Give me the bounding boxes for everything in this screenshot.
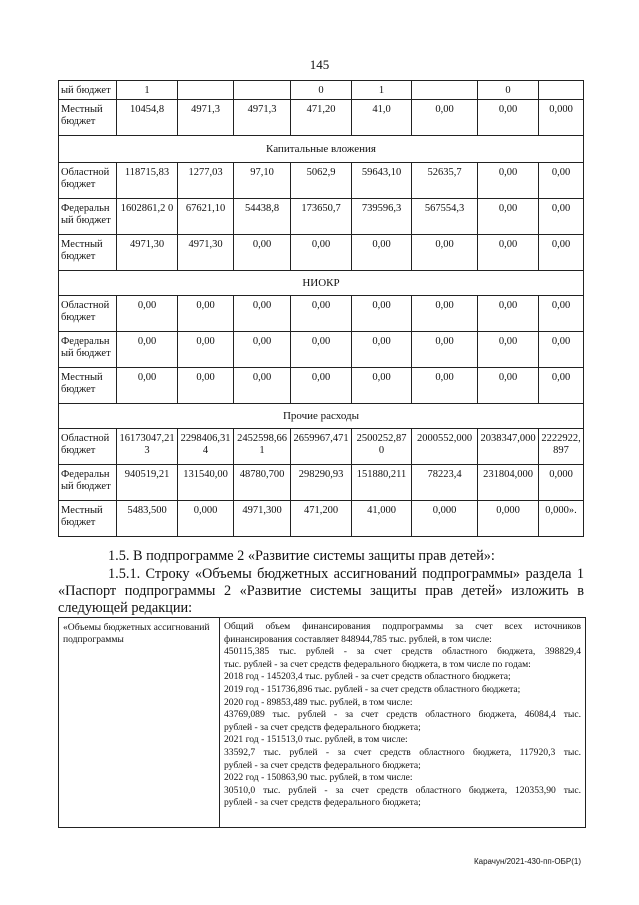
table-cell: 0 — [478, 81, 539, 100]
subprogram-funding-table — [58, 617, 586, 828]
table-cell: 0,00 — [539, 163, 584, 199]
table-cell: 0,00 — [117, 368, 178, 404]
table-cell: 0,00 — [478, 296, 539, 332]
table-cell: 5062,9 — [291, 163, 352, 199]
table-cell: 41,0 — [352, 100, 412, 136]
table-cell: 0,000 — [178, 501, 234, 537]
row-label: Областной бюджет — [59, 429, 117, 465]
funding-label-cell — [59, 618, 220, 827]
funding-text-line: 2018 год - 145203,4 тыс. рублей - за счет средств областного бюджета; — [224, 671, 511, 683]
table-row — [59, 332, 584, 368]
table-cell: 0 — [291, 81, 352, 100]
table-cell: 0,00 — [178, 296, 234, 332]
table-row — [59, 199, 584, 235]
table-row — [59, 429, 584, 465]
table-row — [59, 368, 584, 404]
row-label: Местный бюджет — [59, 501, 117, 537]
funding-text-line: рублей - за счет средств федерального бюджета; — [224, 797, 421, 809]
table-row — [59, 100, 584, 136]
paragraph-1-5: 1.5. В подпрограмме 2 «Развитие системы защиты прав детей»: — [108, 548, 495, 564]
table-cell: 0,00 — [539, 199, 584, 235]
table-cell: 0,00 — [352, 332, 412, 368]
table-cell: 4971,30 — [178, 235, 234, 271]
table-cell: 0,000 — [539, 465, 584, 501]
table-cell: 2659967,471 — [291, 429, 352, 465]
table-cell: 67621,10 — [178, 199, 234, 235]
section-header-row — [59, 404, 584, 429]
table-row — [59, 465, 584, 501]
table-cell: 739596,3 — [352, 199, 412, 235]
table-cell: 97,10 — [234, 163, 291, 199]
document-footer: Карачун/2021-430-пп-ОБР(1) — [473, 857, 581, 866]
table-cell: 0,00 — [234, 332, 291, 368]
table-cell: 0,00 — [478, 332, 539, 368]
table-cell — [234, 81, 291, 100]
table-cell: 0,00 — [539, 235, 584, 271]
table-cell — [178, 81, 234, 100]
funding-label: «Объемы бюджетных ассигнований подпрограммы — [63, 622, 210, 645]
table-cell: 151880,211 — [352, 465, 412, 501]
table-cell: 173650,7 — [291, 199, 352, 235]
table-cell: 0,00 — [291, 332, 352, 368]
table-cell: 10454,8 — [117, 100, 178, 136]
row-label: Местный бюджет — [59, 100, 117, 136]
table-cell: 4971,30 — [117, 235, 178, 271]
table-cell: 0,00 — [291, 368, 352, 404]
table-cell: 4971,3 — [178, 100, 234, 136]
funding-text-line: рублей - за счет средств федерального бюджета; — [224, 759, 421, 771]
funding-text-line: рублей - за счет средств федерального бюджета; — [224, 721, 421, 733]
table-row — [59, 501, 584, 537]
table-cell: 0,00 — [234, 235, 291, 271]
row-label: Местный бюджет — [59, 235, 117, 271]
table-row — [59, 163, 584, 199]
row-label: Федеральн ый бюджет — [59, 199, 117, 235]
table-cell: 0,00 — [291, 296, 352, 332]
table-cell: 1 — [352, 81, 412, 100]
table-cell: 231804,000 — [478, 465, 539, 501]
table-cell: 2000552,000 — [412, 429, 478, 465]
table-cell: 0,000 — [412, 501, 478, 537]
funding-text-line: 43769,089 тыс. рублей - за счет средств областного бюджета, 46084,4 тыс. — [224, 709, 581, 721]
budget-table — [58, 80, 584, 537]
table-cell: 0,00 — [478, 235, 539, 271]
funding-text-line: 33592,7 тыс. рублей - за счет средств областного бюджета, 117920,3 тыс. — [224, 746, 581, 758]
table-cell: 0,00 — [352, 368, 412, 404]
table-cell: 471,200 — [291, 501, 352, 537]
table-cell: 0,00 — [234, 296, 291, 332]
table-cell: 0,00 — [412, 235, 478, 271]
funding-text-cell — [220, 618, 585, 810]
funding-text-line: 2022 год - 150863,90 тыс. рублей, в том числе: — [224, 772, 413, 784]
table-cell: 59643,10 — [352, 163, 412, 199]
table-cell: 2038347,000 — [478, 429, 539, 465]
table-cell: 1277,03 — [178, 163, 234, 199]
table-cell: 78223,4 — [412, 465, 478, 501]
table-cell: 0,000 — [539, 100, 584, 136]
row-label: Федеральн ый бюджет — [59, 332, 117, 368]
table-cell: 48780,700 — [234, 465, 291, 501]
table-cell: 0,00 — [478, 199, 539, 235]
table-cell: 16173047,213 — [117, 429, 178, 465]
table-cell: 940519,21 — [117, 465, 178, 501]
table-cell: 0,00 — [234, 368, 291, 404]
table-cell: 0,00 — [117, 332, 178, 368]
table-cell: 2452598,661 — [234, 429, 291, 465]
table-row — [59, 235, 584, 271]
table-cell: 0,00 — [478, 368, 539, 404]
page-number: 145 — [309, 57, 330, 72]
table-cell: 0,00 — [412, 368, 478, 404]
section-header-row — [59, 271, 584, 296]
table-cell: 0,00 — [478, 163, 539, 199]
table-row — [59, 296, 584, 332]
table-cell: 0,00 — [117, 296, 178, 332]
row-label: Федеральн ый бюджет — [59, 465, 117, 501]
paragraph-1-5-1-line-2: «Паспорт подпрограммы 2 «Развитие системы защиты прав детей» изложить в — [58, 583, 584, 599]
table-cell: 5483,500 — [117, 501, 178, 537]
table-row — [59, 81, 584, 100]
section-title: НИОКР — [59, 271, 584, 296]
table-cell: 1 — [117, 81, 178, 100]
table-cell: 0,00 — [291, 235, 352, 271]
table-cell: 298290,93 — [291, 465, 352, 501]
funding-text-line: финансирования составляет 848944,785 тыс. рублей, в том числе: — [224, 633, 492, 645]
table-cell: 2500252,870 — [352, 429, 412, 465]
table-cell: 2222922,897 — [539, 429, 584, 465]
table-cell: 0,00 — [412, 296, 478, 332]
row-label: Местный бюджет — [59, 368, 117, 404]
table-cell: 0,00 — [412, 100, 478, 136]
row-label: ый бюджет — [59, 81, 117, 100]
paragraph-1-5-1-line-3: следующей редакции: — [58, 600, 193, 616]
table-cell: 0,00 — [412, 332, 478, 368]
table-cell: 1602861,2 0 — [117, 199, 178, 235]
table-cell: 4971,300 — [234, 501, 291, 537]
table-cell: 471,20 — [291, 100, 352, 136]
table-cell: 0,000 — [478, 501, 539, 537]
table-cell: 2298406,314 — [178, 429, 234, 465]
table-cell: 567554,3 — [412, 199, 478, 235]
table-cell: 4971,3 — [234, 100, 291, 136]
table-cell: 0,00 — [352, 235, 412, 271]
table-cell: 0,00 — [352, 296, 412, 332]
table-cell — [539, 81, 584, 100]
funding-text-line: 2020 год - 89853,489 тыс. рублей, в том числе: — [224, 696, 413, 708]
funding-text-line: тыс. рублей - за счет средств федерального бюджета, в том числе по годам: — [224, 658, 531, 670]
table-cell: 0,00 — [539, 368, 584, 404]
table-cell: 0,00 — [539, 296, 584, 332]
row-label: Областной бюджет — [59, 163, 117, 199]
section-title: Прочие расходы — [59, 404, 584, 429]
funding-text-line: 30510,0 тыс. рублей - за счет средств областного бюджета, 120353,90 тыс. — [224, 784, 581, 796]
paragraph-1-5-1-line-1: 1.5.1. Строку «Объемы бюджетных ассигнований подпрограммы» раздела 1 — [108, 566, 584, 582]
table-cell: 0,00 — [478, 100, 539, 136]
table-cell: 118715,83 — [117, 163, 178, 199]
funding-text-line: 2019 год - 151736,896 тыс. рублей - за счет средств областного бюджета; — [224, 683, 521, 695]
table-cell: 0,000». — [539, 501, 584, 537]
funding-text-line: 450115,385 тыс. рублей - за счет средств областного бюджета, 398829,4 — [224, 646, 581, 658]
table-cell: 0,00 — [539, 332, 584, 368]
table-cell: 0,00 — [178, 368, 234, 404]
table-cell: 41,000 — [352, 501, 412, 537]
section-header-row — [59, 136, 584, 163]
table-cell — [412, 81, 478, 100]
table-cell: 131540,00 — [178, 465, 234, 501]
funding-text-line: 2021 год - 151513,0 тыс. рублей, в том числе: — [224, 734, 408, 746]
row-label: Областной бюджет — [59, 296, 117, 332]
table-cell: 52635,7 — [412, 163, 478, 199]
funding-text-line: Общий объем финансирования подпрограммы за счет всех источников — [224, 621, 581, 632]
table-cell: 54438,8 — [234, 199, 291, 235]
section-title: Капитальные вложения — [59, 136, 584, 163]
table-cell: 0,00 — [178, 332, 234, 368]
